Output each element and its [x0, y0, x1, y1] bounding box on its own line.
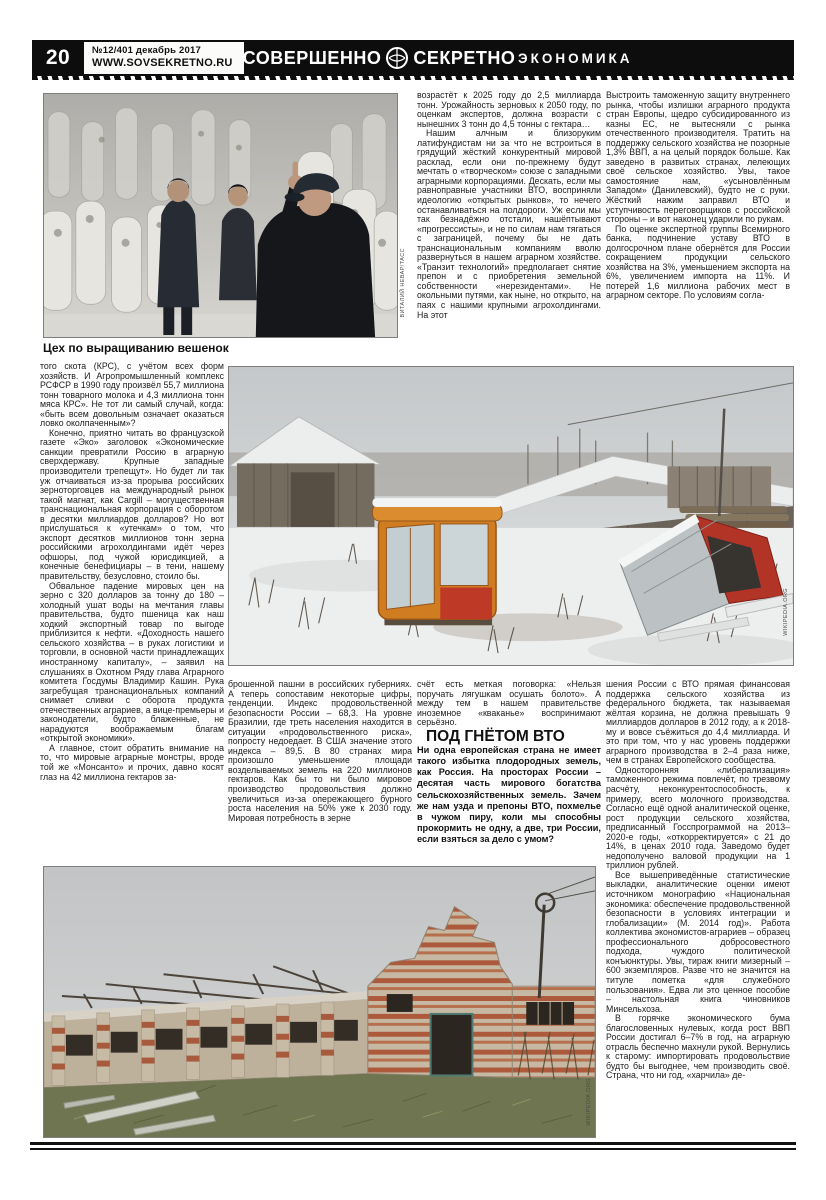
- snowy-farm-photo: [228, 366, 794, 666]
- article-paragraph: того скота (КРС), с учётом всех форм хозяйств. И Агропромышленный комплекс РСФСР в 1990 году произвёл 55,7 миллиона тонн товарного молока и 4,3 миллиона тонн мяса КРС». Не тот ли самый случай, когда: «быть всем довольным означает оказаться ловко околпаченным»?: [40, 362, 224, 429]
- article-paragraph: Все вышеприведённые статистические выкладки, аналитические оценки имеют источником монографию «Национальная экономика: обеспечение продовольственной безопасности в условиях интеграции и глобализации» (М. 2014 год)». Работа коллектива экономистов-аграриев – образец профессионального добросовестного подхода, чуждого политической конъюнктуры. Увы, тираж книги мизерный – 600 экземпляров. Разве что не значится на титуле пометка «для служебного пользования». Едва ли это ценное пособие – настольная книга чиновников Минсельхоза.: [606, 869, 790, 1014]
- photo-credit: ВИТАЛИЙ НЕВАР/ТАСС: [400, 248, 406, 318]
- article-paragraph: Обвальное падение мировых цен на зерно с 320 долларов за тонну до 180 – холодный ушат воды на мечтания главы правительства, будто пшеница как наш ходкий экспортный товар по выгоде приблизится к нефти. «Доходность нашего сельского хозяйства – в руках логистики и торговли, в основной части принадлежащих иностранному капиталу», – заявил на слушаниях в Охотном Ряду глава Аграрного комитета Госдумы Владимир Кашин. Рука загребущая транснациональных компаний снимает сливки с оборота продукта отечественных аграриев, а вице-премьеры и законодатели, будто блаженные, не нарадуются воображаемым благам «открытой экономики».: [40, 580, 224, 744]
- article-column-1: [40, 362, 224, 862]
- article-column-3-bottom: [417, 680, 601, 872]
- issue-info-box: [84, 42, 244, 74]
- newspaper-logo: [242, 40, 516, 76]
- logo-emblem-icon: [385, 46, 409, 70]
- section-label: ЭКОНОМИКА: [518, 50, 633, 66]
- issue-number: №12/401 декабрь 2017: [92, 45, 201, 56]
- article-paragraph: В горячке экономического бума благословенных нулевых, когда рост ВВП России достигал 6–7% в год, на аграрную отрасль беспечно махнули рукой. Вернулись к старому: импортировать продовольствие будто бы выгоднее, чем производить своё. Страна, что ни год, «харчила» де-: [606, 1013, 790, 1081]
- article-headline: ПОД ГНЁТОМ ВТО: [426, 727, 565, 745]
- bottom-rule: [30, 1142, 796, 1150]
- tractor-cab: [372, 498, 502, 625]
- article-paragraph: По оценке экспертной группы Всемирного банка, подчинение уставу ВТО в долгосрочном плане обернётся для России сокращением продукции сельского хозяйства на 3%, уменьшением экспорта на 6%, увеличением импорта на 11%. И потерей 1,6 миллиона рабочих мест в аграрном секторе. По условиям согла-: [606, 223, 790, 301]
- article-paragraph: возрастёт к 2025 году до 2,5 миллиарда тонн. Урожайность зерновых к 2050 году, по оценкам экспертов, должна возрасти с нынешних 3 тонн до 4,5 тонны с гектара…: [417, 91, 601, 129]
- article-paragraph: Выстроить таможенную защиту внутреннего рынка, чтобы излишки аграрного продукта стран Европы, щедро субсидированного из казны ЕС, не вытесняли с рынка отечественного производителя. Тратить на поддержку сельского хозяйства не позорные 1,3% ВВП, а на целый порядок больше. Как заведено в развитых странах, лелеющих своё сельское хозяйство. Увы, такое самостояние нам, «усыновлённым Западом» (Данилевский), будто не с руки. Жёсткий нажим заправил ВТО и уступчивость переговорщиков с российской стороны – и вот наконец ударили по рукам.: [606, 91, 790, 225]
- article-paragraph: Конечно, приятно читать во французской газете «Эко» заголовок «Экономические санкции превратили Россию в аграрную сверхдержаву. Крупные западные производители трепещут». Но будет ли так уж отчаиваться из-за прорыва российских зерноторговцев на международный рынок такой магнат, как Cargill – могущественная транснациональная корпорация с оборотом в десятки миллиардов долларов? Но вот прислушаться к «утечкам» о том, что экспорт десятков миллионов тонн зерна российскими агрохолдингами идёт через офшоры, под чужой юрисдикцией, а конечные бенефициары – в тени, нашему правительству, безусловно, стоило бы.: [40, 427, 224, 582]
- article-paragraph: Нашим алчным и близоруким латифундистам ни за что не встроиться в грядущий жёсткий конкурентный мировой расклад, если они по-прежнему будут мечтать о «творческом» союзе с западными аграрными корпорациями. Дескать, если мы равноправные участники ВТО, восприняли идеологию «открытых рынков», то нечего останавливаться на полдороги. Уж если мы так безнадёжно отстали, нашёптывают «прогрессисты», и не по силам нам тягаться с заграницей, почему бы не дать транснациональным компаниям вволю развернуться в нашем аграрном хозяйстве. «Транзит технологий» предполагает снятие препон и с приобретения земельной собственности «нерезидентами». Не окольными путями, как ныне, но открыто, на паях с нашими крупными агрохолдингами. На этот: [417, 128, 601, 320]
- article-lead-paragraph: Ни одна европейская страна не имеет такого избытка плодородных земель, как Россия. На просторах России – десятая часть мирового богатства сельскохозяйственных земель. Зачем же нам узда и препоны ВТО, похмелье в чужом пиру, коли мы способны прокормить не одну, а две, три России, если взяться за дело с умом?: [417, 744, 601, 845]
- article-paragraph: счёт есть меткая поговорка: «Нельзя поручать лягушкам осушать болото». А между тем в нашем правительстве иноземное «кваканье» воспринимают серьёзно.: [417, 680, 601, 728]
- snowy-farm-illustration: [229, 367, 793, 665]
- article-column-4-top: [606, 91, 790, 349]
- photo-credit: WIKIPEDIA.ORG: [586, 1078, 592, 1126]
- masthead: [32, 40, 794, 76]
- ruined-barn-photo: [43, 866, 596, 1138]
- article-paragraph: А главное, стоит обратить внимание на то, что мировые аграрные монстры, вроде той же «Монсанто» и прочих, давно косят глаз на 42 миллиона гектаров за-: [40, 742, 224, 782]
- article-column-4-bottom: [606, 680, 790, 1140]
- page-number: 20: [45, 46, 71, 69]
- article-column-2-bottom: [228, 680, 412, 868]
- photo-credit: WIKIPEDIA.ORG: [783, 588, 789, 636]
- article-column-3-top: [417, 91, 601, 349]
- logo-text-left: СОВЕРШЕННО: [242, 47, 382, 68]
- article-paragraph: шения России с ВТО прямая финансовая поддержка сельского хозяйства из федерального бюджета, так называемая жёлтая корзина, не должна превышать 9 миллиардов долларов в 2012 году, а к 2018-му и вовсе съёжиться до 4,4 миллиарда. И это при том, что у нас уровень поддержки аграрного производства в 2–4 раза ниже, чем в странах Европейского сообщества.: [606, 680, 790, 766]
- article-paragraph: Односторонняя «либерализация» таможенного режима повлечёт, по трезвому расчёту, неконкурентоспособность, к примеру, всего молочного производства. Согласно ещё одной аналитической оценке, рост продукции сельского хозяйства, предписанный Госспрограммой на 2013–2020-е годы, «откорректируется» с 21 до 14%, в ценах 2010 года. Заведомо будет недополучено валовой продукции на 1 триллион рублей.: [606, 764, 790, 871]
- article-paragraph: брошенной пашни в российских губерниях. А теперь сопоставим некоторые цифры, тенденции. Индекс продовольственной безопасности России – 68,3. На уровне Бразилии, где треть населения находится в ситуации «продовольственного риска», попросту недоедает. В США значение этого индекса – 89,5. В 80 странах мира произошло уменьшение площади возделываемых земель на 220 миллионов гектаров. Как бы то ни было мировое производство продовольствия должно увеличиться из-за опережающего бурного роста населения на 50% уже к 2030 году. Мировая потребность в зерне: [228, 680, 412, 823]
- photo-caption: Цех по выращиванию вешенок: [43, 341, 229, 355]
- website-url[interactable]: WWW.SOVSEKRETNO.RU: [92, 57, 233, 69]
- mushroom-workshop-illustration: [44, 94, 397, 337]
- mushroom-workshop-photo: [43, 93, 398, 338]
- ruined-barn-illustration: [44, 867, 595, 1137]
- logo-text-right: СЕКРЕТНО: [413, 47, 516, 68]
